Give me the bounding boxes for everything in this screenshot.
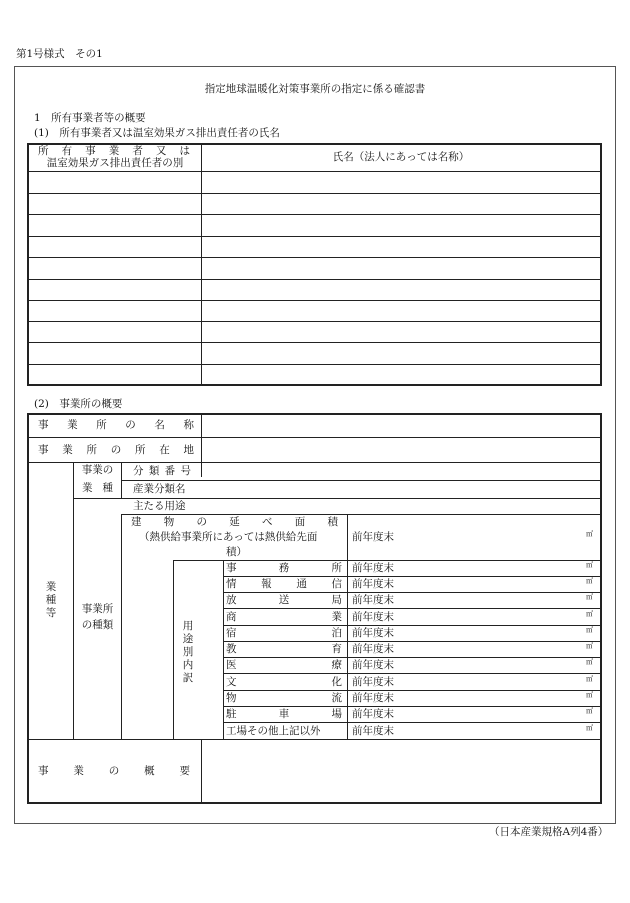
use-office-label: 事 務 所 <box>226 562 342 574</box>
use-education-label: 教 育 <box>226 643 342 655</box>
business-overview-label: 事 業 の 概 要 <box>38 765 190 777</box>
use-unit: ㎡ <box>586 707 593 715</box>
use-prev-year: 前年度末 <box>352 643 394 655</box>
use-logistics-label: 物 流 <box>226 692 342 704</box>
use-prev-year: 前年度末 <box>352 659 394 671</box>
use-prev-year: 前年度末 <box>352 578 394 590</box>
form-title: 指定地球温暖化対策事業所の指定に係る確認書 <box>204 83 426 95</box>
main-use-label: 主たる用途 <box>133 500 186 512</box>
floor-area-label-line1: 建 物 の 延 べ 面 積 <box>131 516 338 528</box>
use-prev-year: 前年度末 <box>352 725 394 737</box>
use-unit: ㎡ <box>586 724 593 732</box>
use-unit: ㎡ <box>586 658 593 666</box>
business-type-label-line1: 事業の <box>81 464 114 476</box>
facility-address-label: 事 業 所 の 所 在 地 <box>38 444 194 456</box>
industry-label: 業 種 等 <box>45 581 57 619</box>
use-unit: ㎡ <box>586 691 593 699</box>
use-commercial-label: 商 業 <box>226 611 342 623</box>
section1-subheading: (1) 所有事業者又は温室効果ガス排出責任者の氏名 <box>34 127 280 139</box>
facility-type-label-line1: 事業所 <box>81 603 114 615</box>
use-prev-year: 前年度末 <box>352 676 394 688</box>
use-unit: ㎡ <box>586 642 593 650</box>
facility-name-label: 事 業 所 の 名 称 <box>38 419 194 431</box>
use-prev-year: 前年度末 <box>352 708 394 720</box>
form-number: 第1号様式 その1 <box>16 48 103 60</box>
use-prev-year: 前年度末 <box>352 611 394 623</box>
use-breakdown-label: 用 途 別 内 訳 <box>182 620 194 684</box>
business-type-label-line2: 業 種 <box>82 482 113 494</box>
classification-number-label: 分 類 番 号 <box>133 465 191 477</box>
use-prev-year: 前年度末 <box>352 692 394 704</box>
industry-classification-name-label: 産業分類名 <box>133 483 186 495</box>
use-unit: ㎡ <box>586 561 593 569</box>
floor-area-unit: ㎡ <box>586 530 593 538</box>
use-culture-label: 文 化 <box>226 676 342 688</box>
use-parking-label: 駐 車 場 <box>226 708 342 720</box>
section2-subheading: (2) 事業所の概要 <box>34 398 123 410</box>
use-unit: ㎡ <box>586 577 593 585</box>
use-lodging-label: 宿 泊 <box>226 627 342 639</box>
use-other-label: 工場その他上記以外 <box>226 725 321 737</box>
use-unit: ㎡ <box>586 675 593 683</box>
owner-type-header-line2: 温室効果ガス排出責任者の別 <box>46 157 184 169</box>
use-broadcast-label: 放 送 局 <box>226 594 342 606</box>
use-telecom-label: 情 報 通 信 <box>226 578 342 590</box>
use-unit: ㎡ <box>586 626 593 634</box>
section1-heading: 1 所有事業者等の概要 <box>34 112 146 124</box>
use-unit: ㎡ <box>586 593 593 601</box>
floor-area-label-line3: 積） <box>226 546 247 558</box>
use-unit: ㎡ <box>586 610 593 618</box>
use-prev-year: 前年度末 <box>352 594 394 606</box>
owner-type-header-line1: 所 有 事 業 者 又 は <box>38 145 190 157</box>
use-prev-year: 前年度末 <box>352 562 394 574</box>
use-prev-year: 前年度末 <box>352 627 394 639</box>
use-medical-label: 医 療 <box>226 659 342 671</box>
facility-type-label-line2: の種類 <box>81 619 114 631</box>
floor-area-label-line2: （熱供給事業所にあっては熱供給先面 <box>139 531 318 543</box>
paper-size-note: （日本産業規格A列4番） <box>489 826 609 838</box>
owner-name-header: 氏名（法人にあっては名称） <box>332 151 470 163</box>
floor-area-prev-year: 前年度末 <box>352 531 394 543</box>
